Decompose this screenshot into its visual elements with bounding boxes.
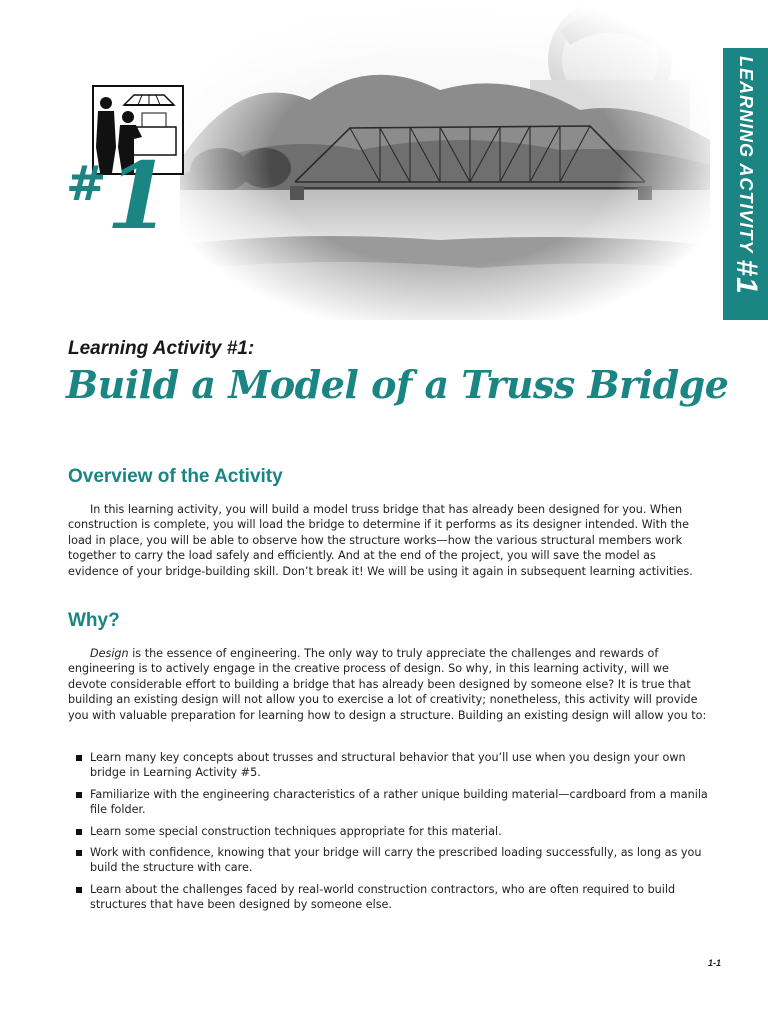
why-paragraph xyxy=(68,646,710,723)
page-number: 1-1 xyxy=(708,958,722,968)
activity-number-badge xyxy=(66,142,171,250)
side-tab-text xyxy=(729,56,763,295)
list-item: Learn many key concepts about trusses and structural behavior that you’ll use when you design your own bridge in Learning Activity #5. xyxy=(76,750,716,781)
list-item: Learn some special construction techniques appropriate for this material. xyxy=(76,824,716,839)
badge-hash: # xyxy=(66,156,107,212)
design-emphasis: Design xyxy=(90,647,129,660)
list-item: Familiarize with the engineering characteristics of a rather unique building material—cardboard from a manila file folder. xyxy=(76,787,716,818)
overview-paragraph: In this learning activity, you will build a model truss bridge that has already been designed for you. When construction is complete, you will load the bridge to determine if it performs as its designer intended. With the load in place, you will be able to observe how the structure works—how the various structural members work together to carry the load safely and efficiently. And at the end of the project, you will save the model as evidence of your bridge-building skill. Don’t break it! We will be using it again in subsequent learning activities. xyxy=(68,503,693,578)
why-heading: Why? xyxy=(68,610,120,631)
page-subtitle: Learning Activity #1: xyxy=(68,338,255,359)
side-tab-number: #1 xyxy=(730,259,763,295)
page-title: Build a Model of a Truss Bridge xyxy=(66,362,729,407)
overview-heading: Overview of the Activity xyxy=(68,466,283,487)
list-item: Learn about the challenges faced by real-world construction contractors, who are often required to build structures that have been designed by someone else. xyxy=(76,882,716,913)
why-text: is the essence of engineering. The only way to truly appreciate the challenges and rewards of engineering is to actively engage in the creative process of design. So why, in this learning activity, will we devote considerable effort to building a bridge that has already been designed by someone else? It is true that building an existing design will not allow you to exercise a lot of creativity; nonetheless, this activity will provide you with valuable preparation for learning how to design a structure. Building an existing design will allow you to: xyxy=(68,647,707,722)
benefits-list xyxy=(76,750,716,919)
bridge-photo xyxy=(180,0,710,320)
side-tab-label: LEARNING ACTIVITY xyxy=(736,56,756,254)
badge-digit: 1 xyxy=(106,142,171,250)
side-tab xyxy=(723,48,768,320)
list-item: Work with confidence, knowing that your bridge will carry the prescribed loading successfully, as long as you build the structure with care. xyxy=(76,845,716,876)
